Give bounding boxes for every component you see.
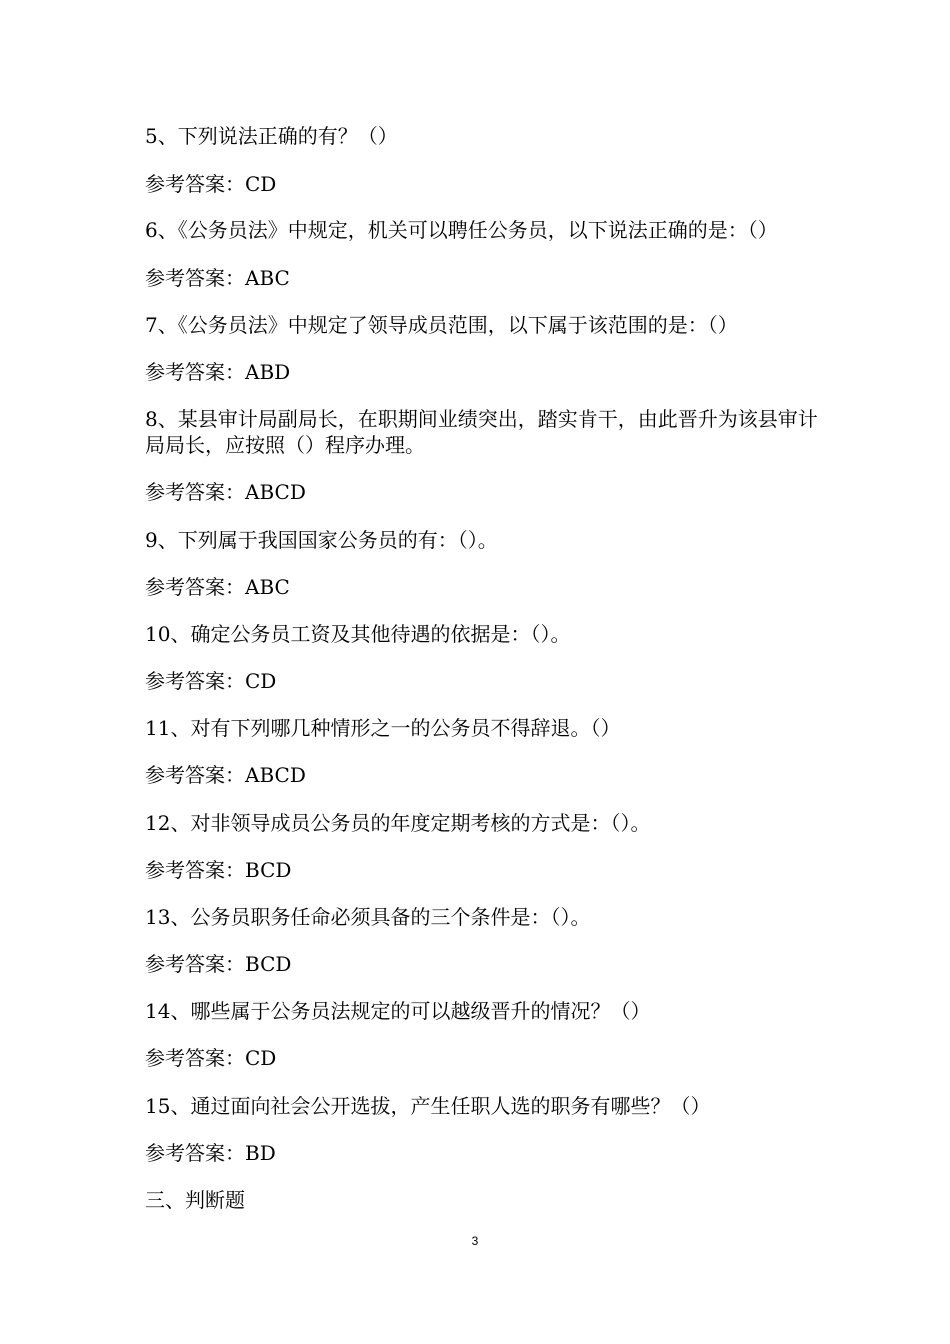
answer-6: 参考答案：ABC (145, 266, 290, 290)
answer-14: 参考答案：CD (145, 1046, 277, 1070)
question-9: 9、下列属于我国国家公务员的有：（）。 (145, 528, 498, 552)
question-13: 13、公务员职务任命必须具备的三个条件是：（）。 (145, 905, 591, 929)
question-7: 7、《公务员法》中规定了领导成员范围，以下属于该范围的是：（） (145, 313, 738, 337)
question-5: 5、下列说法正确的有？（） (145, 124, 398, 148)
answer-13: 参考答案：BCD (145, 952, 292, 976)
question-12: 12、对非领导成员公务员的年度定期考核的方式是：（）。 (145, 811, 651, 835)
section-heading: 三、判断题 (145, 1188, 245, 1212)
question-6: 6、《公务员法》中规定，机关可以聘任公务员，以下说法正确的是：（） (145, 218, 778, 242)
answer-10: 参考答案：CD (145, 669, 277, 693)
answer-11: 参考答案：ABCD (145, 763, 306, 787)
question-10: 10、确定公务员工资及其他待遇的依据是：（）。 (145, 622, 571, 646)
answer-12: 参考答案：BCD (145, 858, 292, 882)
question-8: 8、某县审计局副局长，在职期间业绩突出，踏实肯干，由此晋升为该县审计局局长，应按照（）程序办理。 (145, 407, 818, 457)
page-number: 3 (471, 1234, 479, 1248)
question-15: 15、通过面向社会公开选拔，产生任职人选的职务有哪些？（） (145, 1094, 711, 1118)
answer-7: 参考答案：ABD (145, 360, 291, 384)
question-11: 11、对有下列哪几种情形之一的公务员不得辞退。（） (145, 716, 621, 740)
answer-8: 参考答案：ABCD (145, 480, 306, 504)
answer-9: 参考答案：ABC (145, 575, 290, 599)
question-14: 14、哪些属于公务员法规定的可以越级晋升的情况？（） (145, 999, 651, 1023)
answer-5: 参考答案：CD (145, 172, 277, 196)
answer-15: 参考答案：BD (145, 1141, 276, 1165)
